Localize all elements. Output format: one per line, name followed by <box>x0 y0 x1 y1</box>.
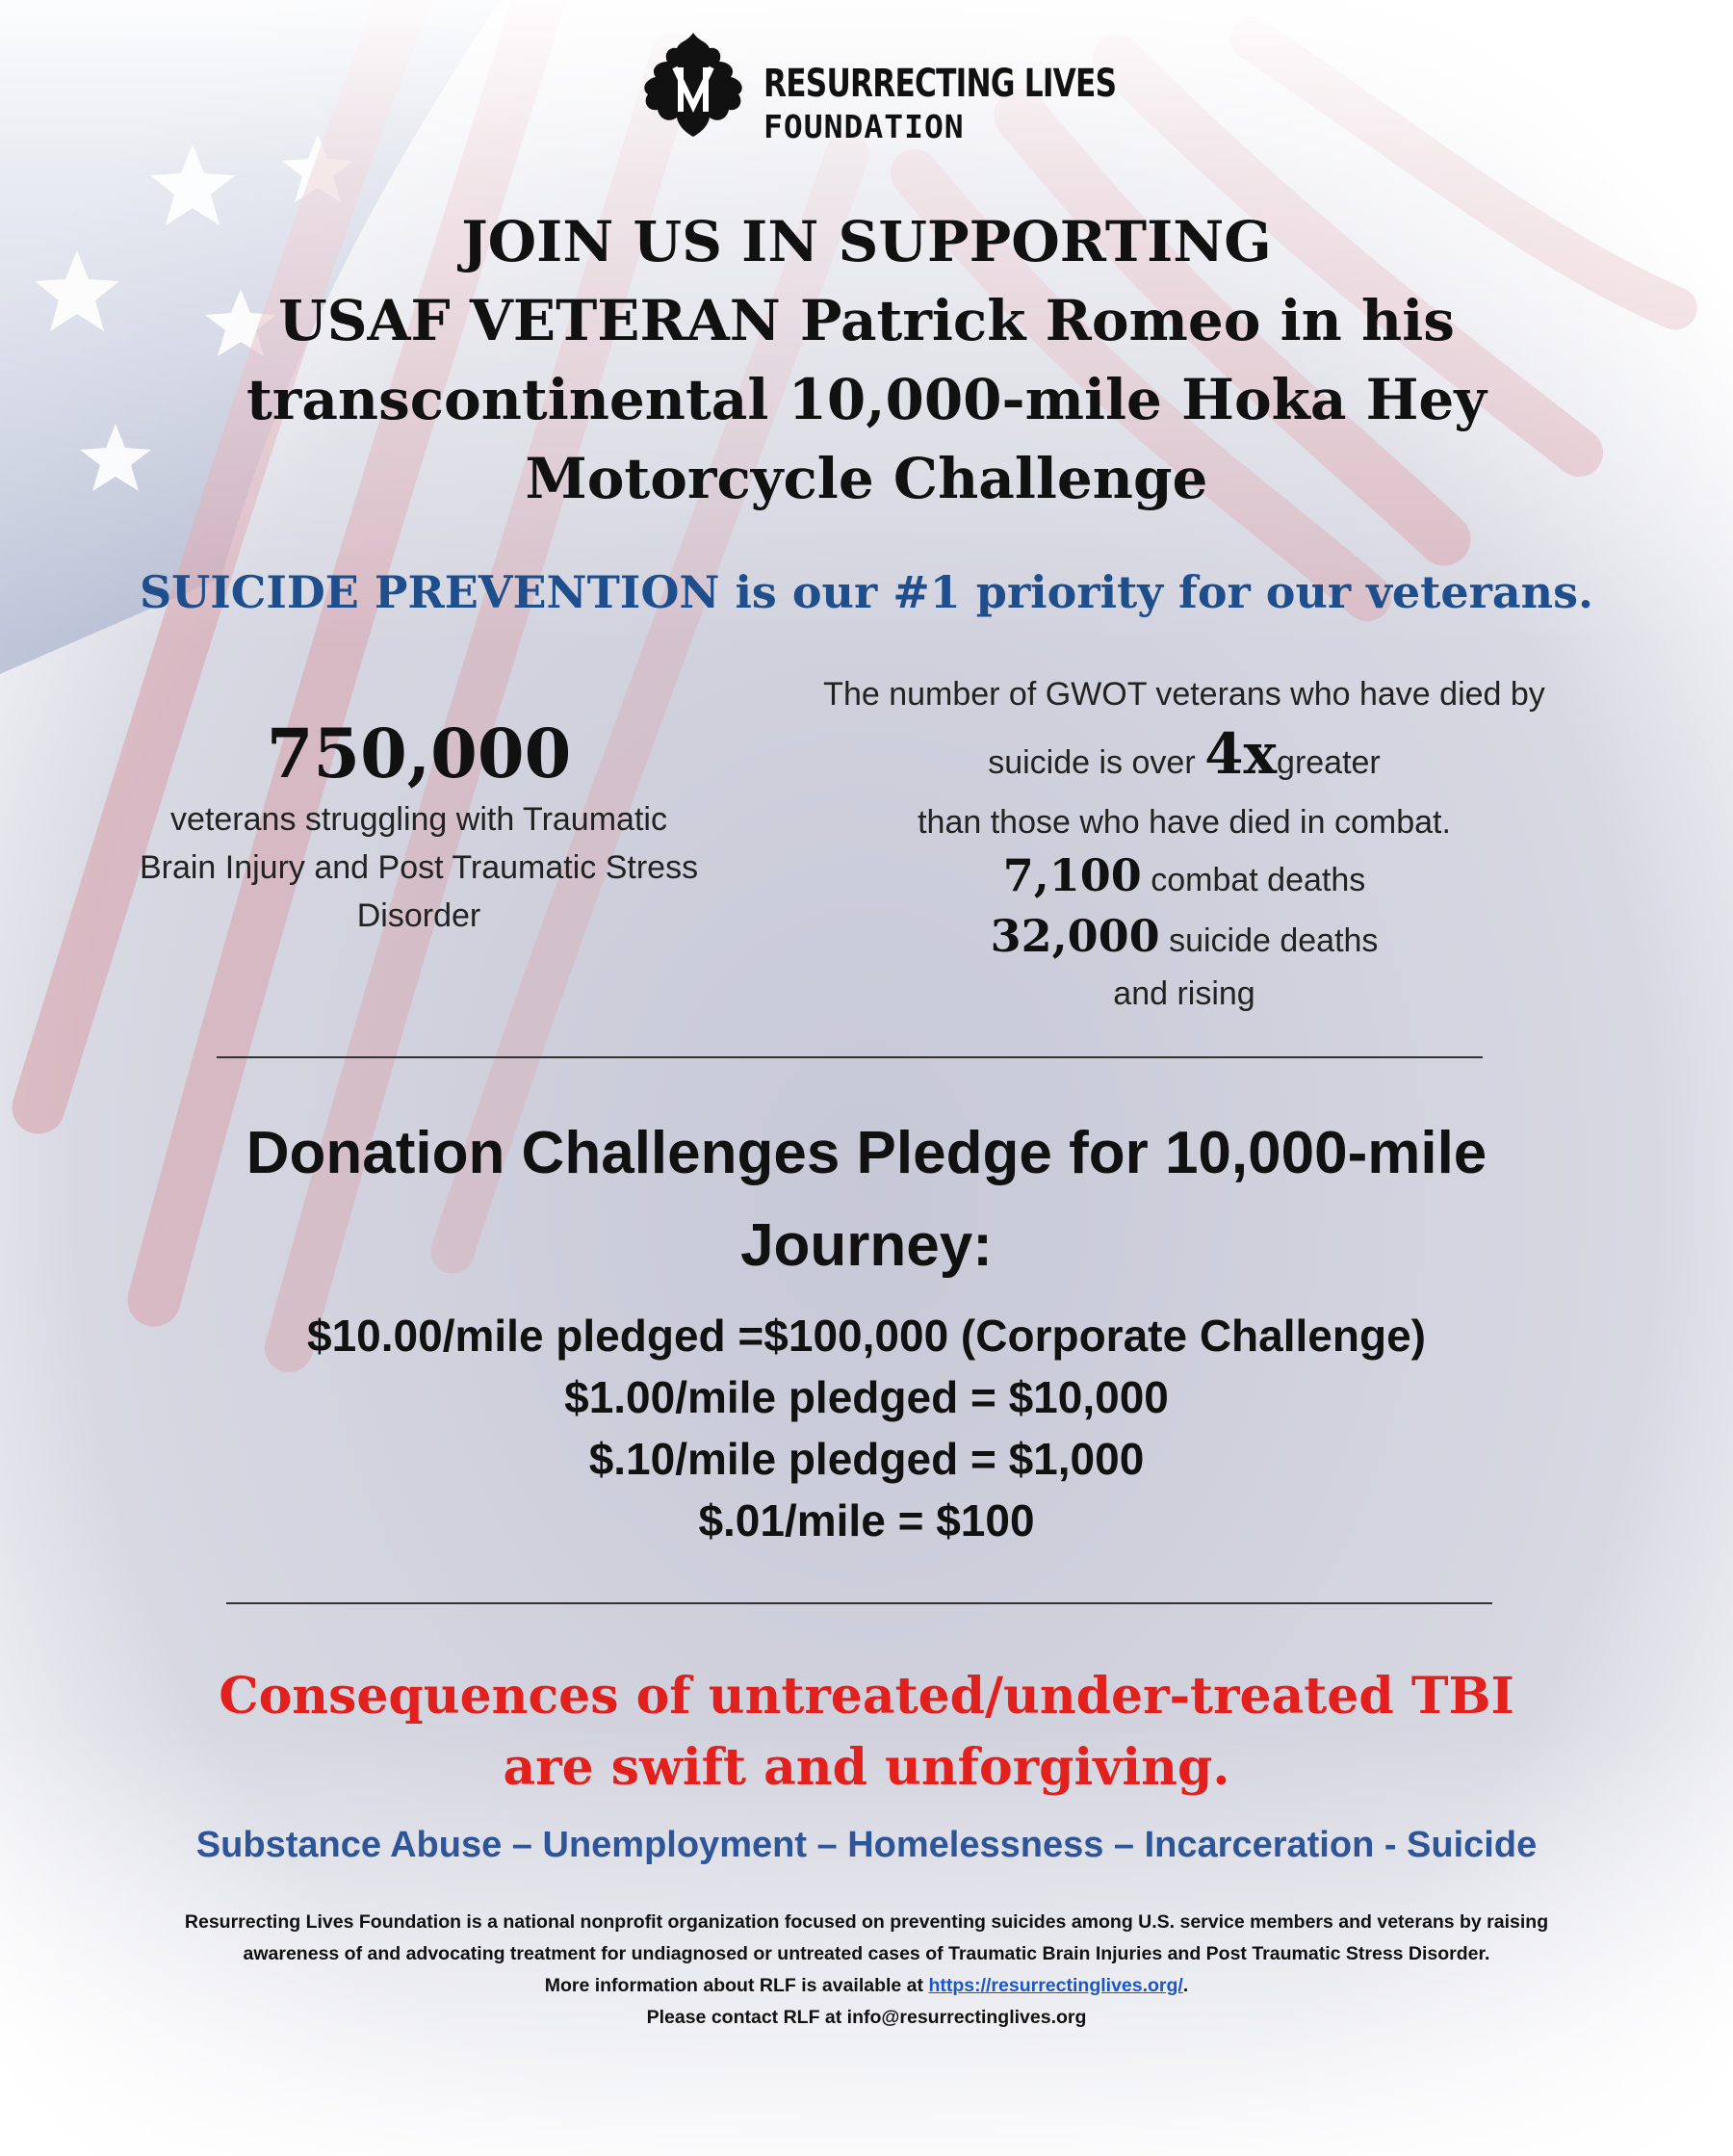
donation-title-line: Donation Challenges Pledge for 10,000-mile <box>246 1120 1487 1186</box>
suicide-deaths-label: suicide deaths <box>1159 922 1379 959</box>
footer-text: . <box>1182 1975 1189 1996</box>
footer-line: awareness of and advocating treatment for undiagnosed or untreated cases of Traumatic Brain Injuries and Post Traumatic Stress Disorder. <box>243 1943 1490 1964</box>
website-link[interactable]: https://resurrectinglives.org/ <box>928 1975 1183 1996</box>
pledge-item: $1.00/mile pledged = $10,000 <box>564 1372 1169 1422</box>
stat-caption: Brain Injury and Post Traumatic Stress <box>139 849 699 886</box>
combat-deaths-line <box>770 847 1598 908</box>
headline-line: JOIN US IN SUPPORTING <box>461 209 1272 274</box>
stat-text: than those who have died in combat. <box>918 804 1451 841</box>
footer-info <box>58 1907 1675 2034</box>
footer-text: More information about RLF is available at <box>544 1975 929 1996</box>
combat-deaths-number: 7,100 <box>1002 849 1142 901</box>
suicide-deaths-line <box>770 908 1598 969</box>
headline <box>58 202 1675 518</box>
pledge-item: $10.00/mile pledged =$100,000 (Corporate Challenge) <box>307 1311 1426 1361</box>
stat-text-multiplier-line <box>770 719 1598 797</box>
donation-title-line: Journey: <box>740 1212 993 1279</box>
pledge-item: $.01/mile = $100 <box>698 1495 1035 1546</box>
consequences-line: are swift and unforgiving. <box>503 1738 1230 1797</box>
priority-statement <box>58 566 1675 618</box>
suicide-deaths-number: 32,000 <box>990 910 1160 962</box>
footer-line-with-link <box>58 1970 1675 2002</box>
veterans-struggling-stat <box>91 713 746 940</box>
footer-line: Resurrecting Lives Foundation is a national nonprofit organization focused on preventing suicides among U.S. service members and veterans by raising <box>184 1911 1549 1933</box>
suicide-vs-combat-stat <box>770 669 1598 1019</box>
stat-caption: veterans struggling with Traumatic <box>170 801 667 838</box>
logo-name-line1: RESURRECTING LIVES <box>763 62 1117 106</box>
stat-text: suicide is over <box>988 744 1205 781</box>
stat-caption: Disorder <box>356 897 481 934</box>
stat-text: greater <box>1277 744 1381 781</box>
divider <box>217 1056 1483 1058</box>
priority-emphasis: SUICIDE PREVENTION <box>139 566 720 618</box>
headline-line: USAF VETERAN Patrick Romeo in his <box>278 288 1455 353</box>
veterans-count: 750,000 <box>266 714 572 793</box>
inkblot-logo-icon <box>631 29 756 144</box>
footer-contact: Please contact RLF at info@resurrectinglives.org <box>646 2007 1087 2028</box>
pledge-list <box>58 1305 1675 1551</box>
pledge-item: $.10/mile pledged = $1,000 <box>588 1434 1145 1484</box>
stat-text: The number of GWOT veterans who have died by <box>823 676 1545 713</box>
multiplier-value: 4x <box>1204 721 1278 787</box>
donation-title <box>58 1107 1675 1292</box>
logo-name-line2: FOUNDATION <box>763 108 965 145</box>
priority-rest: is our #1 priority for our veterans. <box>719 566 1594 618</box>
stat-text: and rising <box>1113 975 1255 1012</box>
consequences-heading <box>58 1661 1675 1804</box>
consequences-line: Consequences of untreated/under-treated TBI <box>219 1667 1514 1726</box>
headline-line: transcontinental 10,000-mile Hoka Hey <box>246 367 1487 432</box>
consequences-list: Substance Abuse – Unemployment – Homelessness – Incarceration - Suicide <box>195 1825 1538 1865</box>
divider <box>226 1602 1492 1604</box>
headline-line: Motorcycle Challenge <box>525 446 1208 511</box>
foundation-logo <box>631 29 1117 145</box>
combat-deaths-label: combat deaths <box>1141 862 1366 898</box>
